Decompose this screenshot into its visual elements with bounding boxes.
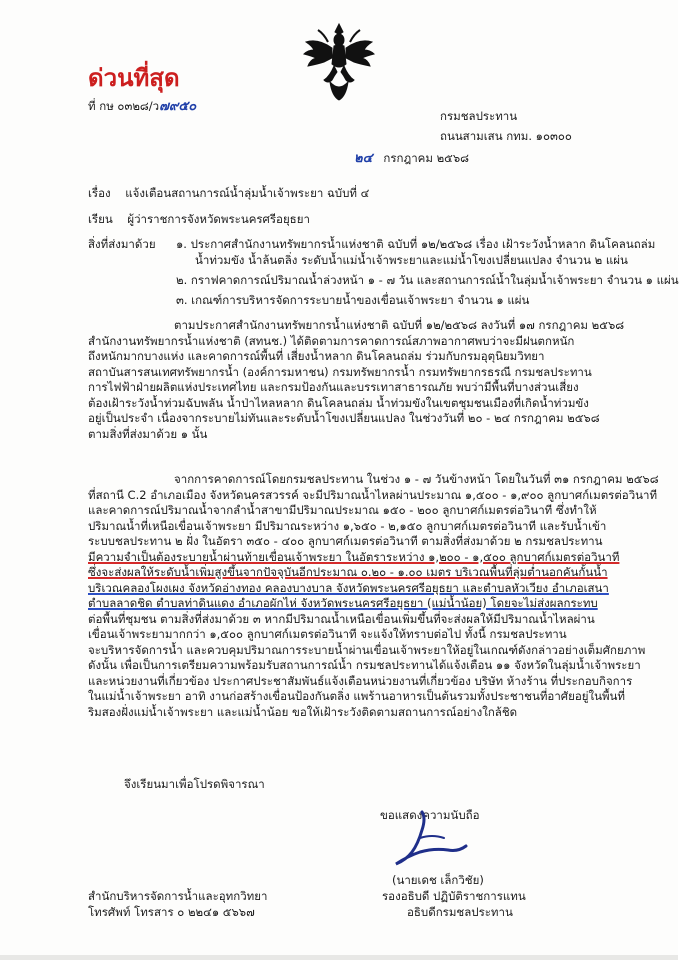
recipient-label: เรียน (88, 212, 113, 226)
attachment-item: ๑. ประกาศสำนักงานทรัพยากรน้ำแห่งชาติ ฉบับที่ ๑๒/๒๕๖๘ เรื่อง เฝ้าระวังน้ำหลาก ดินโคลนถล่ม (176, 237, 656, 251)
paragraph-line: การไฟฟ้าฝ่ายผลิตแห่งประเทศไทย และกรมป้องกันและบรรเทาสาธารณภัย พบว่ามีพื้นที่บางส่วนเสี่ยง (88, 380, 579, 394)
attachment-item-continued: น้ำท่วมขัง น้ำล้นตลิ่ง ระดับน้ำแม่น้ำเจ้าพระยาและแม่น้ำโขงเปลี่ยนแปลง จำนวน ๒ แผ่น (195, 253, 628, 267)
paragraph-line: ดังนั้น เพื่อเป็นการเตรียมความพร้อมรับสถานการณ์น้ำ กรมชลประทานได้แจ้งเตือน ๑๑ จังหวัดในลุ่มน้ำเจ้าพระยา (88, 658, 641, 672)
paragraph-line-highlighted: บริเวณคลองโผงเผง จังหวัดอ่างทอง คลองบางบาล จังหวัดพระนครศรีอยุธยา และตำบลหัวเวียง อำเภอเสนา (88, 580, 609, 595)
paragraph-line: จะบริหารจัดการน้ำ และควบคุมปริมาณการระบายน้ำผ่านเขื่อนเจ้าพระยาให้อยู่ในเกณฑ์ดังกล่าวอย่างเต็มศักยภาพ (88, 642, 646, 657)
subject-label: เรื่อง (88, 186, 111, 200)
paragraph-forecast (88, 472, 659, 720)
recipient-line (88, 211, 310, 227)
paragraph-line-highlighted: มีความจำเป็นต้องระบายน้ำผ่านท้ายเขื่อนเจ้าพระยา ในอัตราระหว่าง ๑,๒๐๐ - ๑,๕๐๐ ลูกบาศก์เมตรต่อวินาที (88, 549, 620, 564)
document-number-prefix: ที่ กษ ๐๓๒๘/ว (88, 99, 160, 113)
footer-office: สำนักบริหารจัดการน้ำและอุทกวิทยา (88, 889, 268, 903)
document-number (88, 98, 196, 115)
paragraph-line: จากการคาดการณ์โดยกรมชลประทาน ในช่วง ๑ - ๗ วันข้างหน้า โดยในวันที่ ๓๑ กรกฎาคม ๒๕๖๘ (174, 472, 659, 486)
page-edge (0, 955, 678, 960)
paragraph-line: ปริมาณน้ำที่เหนือเขื่อนเจ้าพระยา มีปริมาณระหว่าง ๑,๖๕๐ - ๒,๑๕๐ ลูกบาศก์เมตรต่อวินาที และรับน้ำเข้า (88, 518, 607, 533)
issuing-department: กรมชลประทาน (440, 109, 518, 123)
paragraph-line-highlighted: ตำบลลาดชิด ตำบลท่าดินแดง อำเภอผักไห่ จังหวัดพระนครศรีอยุธยา (แม่น้ำน้อย) โดยจะไม่ส่งผลกระทบ (88, 596, 598, 610)
department-address: ถนนสามเสน กทม. ๑๐๓๐๐ (440, 129, 572, 143)
paragraph-line: ต้องเฝ้าระวังน้ำท่วมฉับพลัน น้ำป่าไหลหลาก ดินโคลนถล่ม น้ำท่วมขังในเขตชุมชนเมืองที่เกิดน้ำท่วมขัง (88, 395, 589, 410)
recipient-text: ผู้ว่าราชการจังหวัดพระนครศรีอยุธยา (127, 212, 310, 226)
paragraph-line: ตามประกาศสำนักงานทรัพยากรน้ำแห่งชาติ ฉบับที่ ๑๒/๒๕๖๘ ลงวันที่ ๑๗ กรกฎาคม ๒๕๖๘ (174, 318, 625, 332)
signer-position-title: อธิบดีกรมชลประทาน (407, 905, 513, 919)
subject-text: แจ้งเตือนสถานการณ์น้ำลุ่มน้ำเจ้าพระยา ฉบับที่ ๔ (125, 186, 370, 200)
signer-position: รองอธิบดี ปฏิบัติราชการแทน (382, 889, 526, 903)
paragraph-line: และหน่วยงานที่เกี่ยวข้อง ประกาศประชาสัมพันธ์แจ้งเตือนหน่วยงานที่เกี่ยวข้อง บริษัท ห้างร้าน ที่ประกอบกิจการ (88, 673, 633, 688)
paragraph-background (88, 318, 625, 442)
document-number-handwritten: ๗๙๕๐ (159, 99, 197, 114)
handwritten-signature-icon (392, 808, 472, 872)
attachment-item: ๓. เกณฑ์การบริหารจัดการระบายน้ำของเขื่อนเจ้าพระยา จำนวน ๑ แผ่น (176, 293, 530, 307)
paragraph-line: สถาบันสารสนเทศทรัพยากรน้ำ (องค์การมหาชน) กรมทรัพยากรน้ำ กรมทรัพยากรธรณี กรมชลประทาน (88, 364, 592, 379)
date-day-handwritten: ๒๔ (354, 151, 373, 166)
garuda-emblem-icon (302, 20, 376, 102)
attachment-item: ๒. กราฟคาดการณ์ปริมาณน้ำล่วงหน้า ๑ - ๗ วัน และสถานการณ์น้ำในลุ่มน้ำเจ้าพระยา จำนวน ๑ แผ่น (176, 273, 679, 287)
paragraph-line: และคาดการณ์ปริมาณน้ำจากลำน้ำสาขามีปริมาณประมาณ ๑๕๐ - ๒๐๐ ลูกบาศก์เมตรต่อวินาที ซึ่งทำให้ (88, 503, 597, 517)
paragraph-line-highlighted: ซึ่งจะส่งผลให้ระดับน้ำเพิ่มสูงขึ้นจากปัจจุบันอีกประมาณ ๐.๒๐ - ๑.๐๐ เมตร บริเวณพื้นที่ลุ่มต่ำนอกคันกั้นน้ำ (88, 565, 608, 579)
closing-line: จึงเรียนมาเพื่อโปรดพิจารณา (124, 777, 265, 791)
regards-line: ขอแสดงความนับถือ (380, 808, 480, 822)
paragraph-line: ที่สถานี C.2 อำเภอเมือง จังหวัดนครสวรรค์ จะมีปริมาณน้ำไหลผ่านประมาณ ๑,๕๐๐ - ๑,๙๐๐ ลูกบาศก์เมตรต่อวินาที (88, 487, 658, 502)
urgency-label: ด่วนที่สุด (88, 64, 180, 92)
signer-name: (นายเดช เล็กวิชัย) (392, 873, 484, 887)
paragraph-line: อยู่เป็นประจำ เนื่องจากระบายไม่ทันและระดับน้ำโขงเปลี่ยนแปลง ในช่วงวันที่ ๒๐ - ๒๔ กรกฎาคม ๒๕๖๘ (88, 411, 600, 425)
footer-phone: โทรศัพท์ โทรสาร ๐ ๒๒๔๑ ๕๖๖๗ (88, 905, 255, 919)
paragraph-line: ระบบชลประทาน ๒ ฝั่ง ในอัตรา ๓๕๐ - ๔๐๐ ลูกบาศก์เมตรต่อวินาที ตามสิ่งที่ส่งมาด้วย ๒ กรมชลประทาน (88, 534, 603, 548)
paragraph-line: ในแม่น้ำเจ้าพระยา อาทิ งานก่อสร้างเขื่อนป้องกันตลิ่ง แพร้านอาหารเป็นต้นรวมทั้งประชาชนที่อาศัยอยู่ในพื้นที่ (88, 689, 625, 703)
paragraph-line: ต่อพื้นที่ชุมชน ตามสิ่งที่ส่งมาด้วย ๓ หากมีปริมาณน้ำเหนือเขื่อนเพิ่มขึ้นที่จะส่งผลให้มีปริมาณน้ำไหลผ่าน (88, 611, 595, 626)
paragraph-line: ตามสิ่งที่ส่งมาด้วย ๑ นั้น (88, 426, 208, 441)
attachments-label: สิ่งที่ส่งมาด้วย (88, 237, 156, 251)
paragraph-line: เขื่อนเจ้าพระยามากกว่า ๑,๕๐๐ ลูกบาศก์เมตรต่อวินาที จะแจ้งให้ทราบต่อไป ทั้งนี้ กรมชลประทาน (88, 627, 567, 641)
paragraph-line: ริมสองฝั่งแม่น้ำเจ้าพระยา และแม่น้ำน้อย ขอให้เฝ้าระวังติดตามสถานการณ์อย่างใกล้ชิด (88, 704, 518, 719)
subject-line (88, 185, 369, 201)
document-date (354, 150, 469, 167)
paragraph-line: ถึงหนักมากบางแห่ง และคาดการณ์พื้นที่ เสี่ยงน้ำหลาก ดินโคลนถล่ม ร่วมกับกรมอุตุนิยมวิทยา (88, 349, 545, 363)
paragraph-line: สำนักงานทรัพยากรน้ำแห่งชาติ (สทนช.) ได้ติดตามการคาดการณ์สภาพอากาศพบว่าจะมีฝนตกหนัก (88, 333, 575, 348)
date-month-year: กรกฎาคม ๒๕๖๘ (383, 151, 470, 165)
